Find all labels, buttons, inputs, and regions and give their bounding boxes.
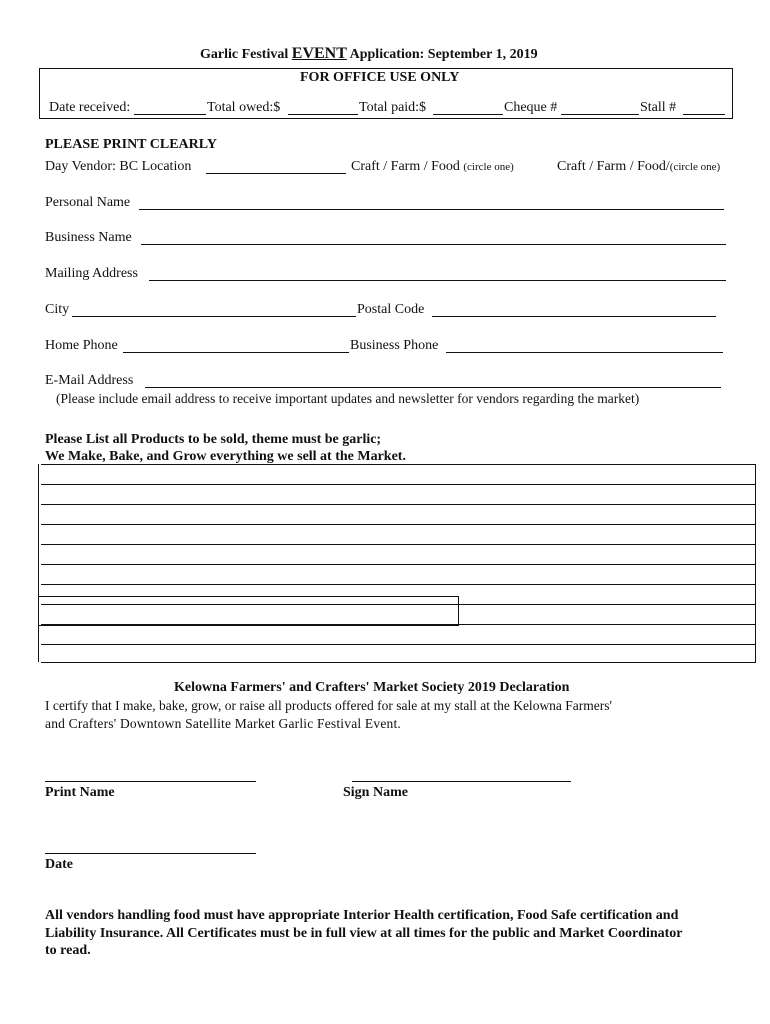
vendor-category-choice-1[interactable] [351,159,514,175]
date-received-field[interactable] [134,114,206,115]
products-line[interactable] [41,464,756,465]
products-line[interactable] [41,584,756,585]
choice-2-label: Craft / Farm / Food/ [557,159,670,174]
products-line[interactable] [41,644,756,645]
declaration-heading: Kelowna Farmers' and Crafters' Market Society 2019 Declaration [174,680,570,695]
title-event: EVENT [291,45,347,62]
choice-2-note: (circle one) [669,161,721,173]
footer-line-3: to read. [45,943,91,958]
page-title [200,46,538,63]
cheque-field[interactable] [561,114,639,115]
stall-field[interactable] [683,114,725,115]
total-paid-field[interactable] [433,114,503,115]
email-field[interactable] [145,387,721,388]
title-prefix: Garlic Festival [200,47,292,62]
products-line[interactable] [41,524,756,525]
total-paid-label: Total paid:$ [359,100,427,115]
products-list [38,464,756,662]
email-label: E-Mail Address [45,373,134,388]
products-list-right-border [755,464,756,662]
title-suffix: Application: September 1, 2019 [346,47,538,62]
products-heading-line-2: We Make, Bake, and Grow everything we sell at the Market. [45,449,406,464]
business-phone-label: Business Phone [350,338,439,353]
choice-1-note: (circle one) [463,161,514,173]
postal-code-field[interactable] [432,316,716,317]
mailing-address-field[interactable] [149,280,726,281]
vendor-category-choice-2[interactable] [557,159,720,175]
products-line[interactable] [41,484,756,485]
day-vendor-label: Day Vendor: BC Location [45,159,192,174]
print-name-label: Print Name [45,785,115,800]
city-label: City [45,302,70,317]
stall-label: Stall # [640,100,677,115]
products-line[interactable] [41,544,756,545]
city-field[interactable] [72,316,356,317]
business-phone-field[interactable] [446,352,723,353]
declaration-line-2: and Crafters' Downtown Satellite Market Garlic Festival Event. [45,716,401,731]
home-phone-field[interactable] [123,352,349,353]
products-line[interactable] [41,564,756,565]
print-clearly-heading: PLEASE PRINT CLEARLY [45,137,217,152]
print-name-field[interactable] [45,781,256,782]
date-field[interactable] [45,853,256,854]
business-name-label: Business Name [45,230,132,245]
bc-location-field[interactable] [206,173,346,174]
choice-1-label: Craft / Farm / Food [351,159,464,174]
footer-line-1: All vendors handling food must have appropriate Interior Health certification, Food Safe certification and [45,908,679,923]
email-note: (Please include email address to receive important updates and newsletter for vendors regarding the market) [56,391,640,406]
cheque-label: Cheque # [504,100,558,115]
postal-code-label: Postal Code [357,302,425,317]
personal-name-field[interactable] [139,209,724,210]
products-heading-line-1: Please List all Products to be sold, theme must be garlic; [45,432,382,447]
home-phone-label: Home Phone [45,338,118,353]
mailing-address-label: Mailing Address [45,266,138,281]
date-label: Date [45,857,73,872]
date-received-label: Date received: [49,100,131,115]
products-inner-box [38,596,459,626]
personal-name-label: Personal Name [45,195,131,210]
products-line[interactable] [41,504,756,505]
total-owed-label: Total owed:$ [207,100,281,115]
office-use-heading: FOR OFFICE USE ONLY [300,70,460,85]
total-owed-field[interactable] [288,114,358,115]
sign-name-label: Sign Name [343,785,408,800]
declaration-line-1: I certify that I make, bake, grow, or raise all products offered for sale at my stall at the Kelowna Farmers' [45,698,612,713]
footer-line-2: Liability Insurance. All Certificates must be in full view at all times for the public and Market Coordinator [45,926,683,941]
sign-name-field[interactable] [352,781,571,782]
business-name-field[interactable] [141,244,726,245]
products-line[interactable] [41,662,756,663]
